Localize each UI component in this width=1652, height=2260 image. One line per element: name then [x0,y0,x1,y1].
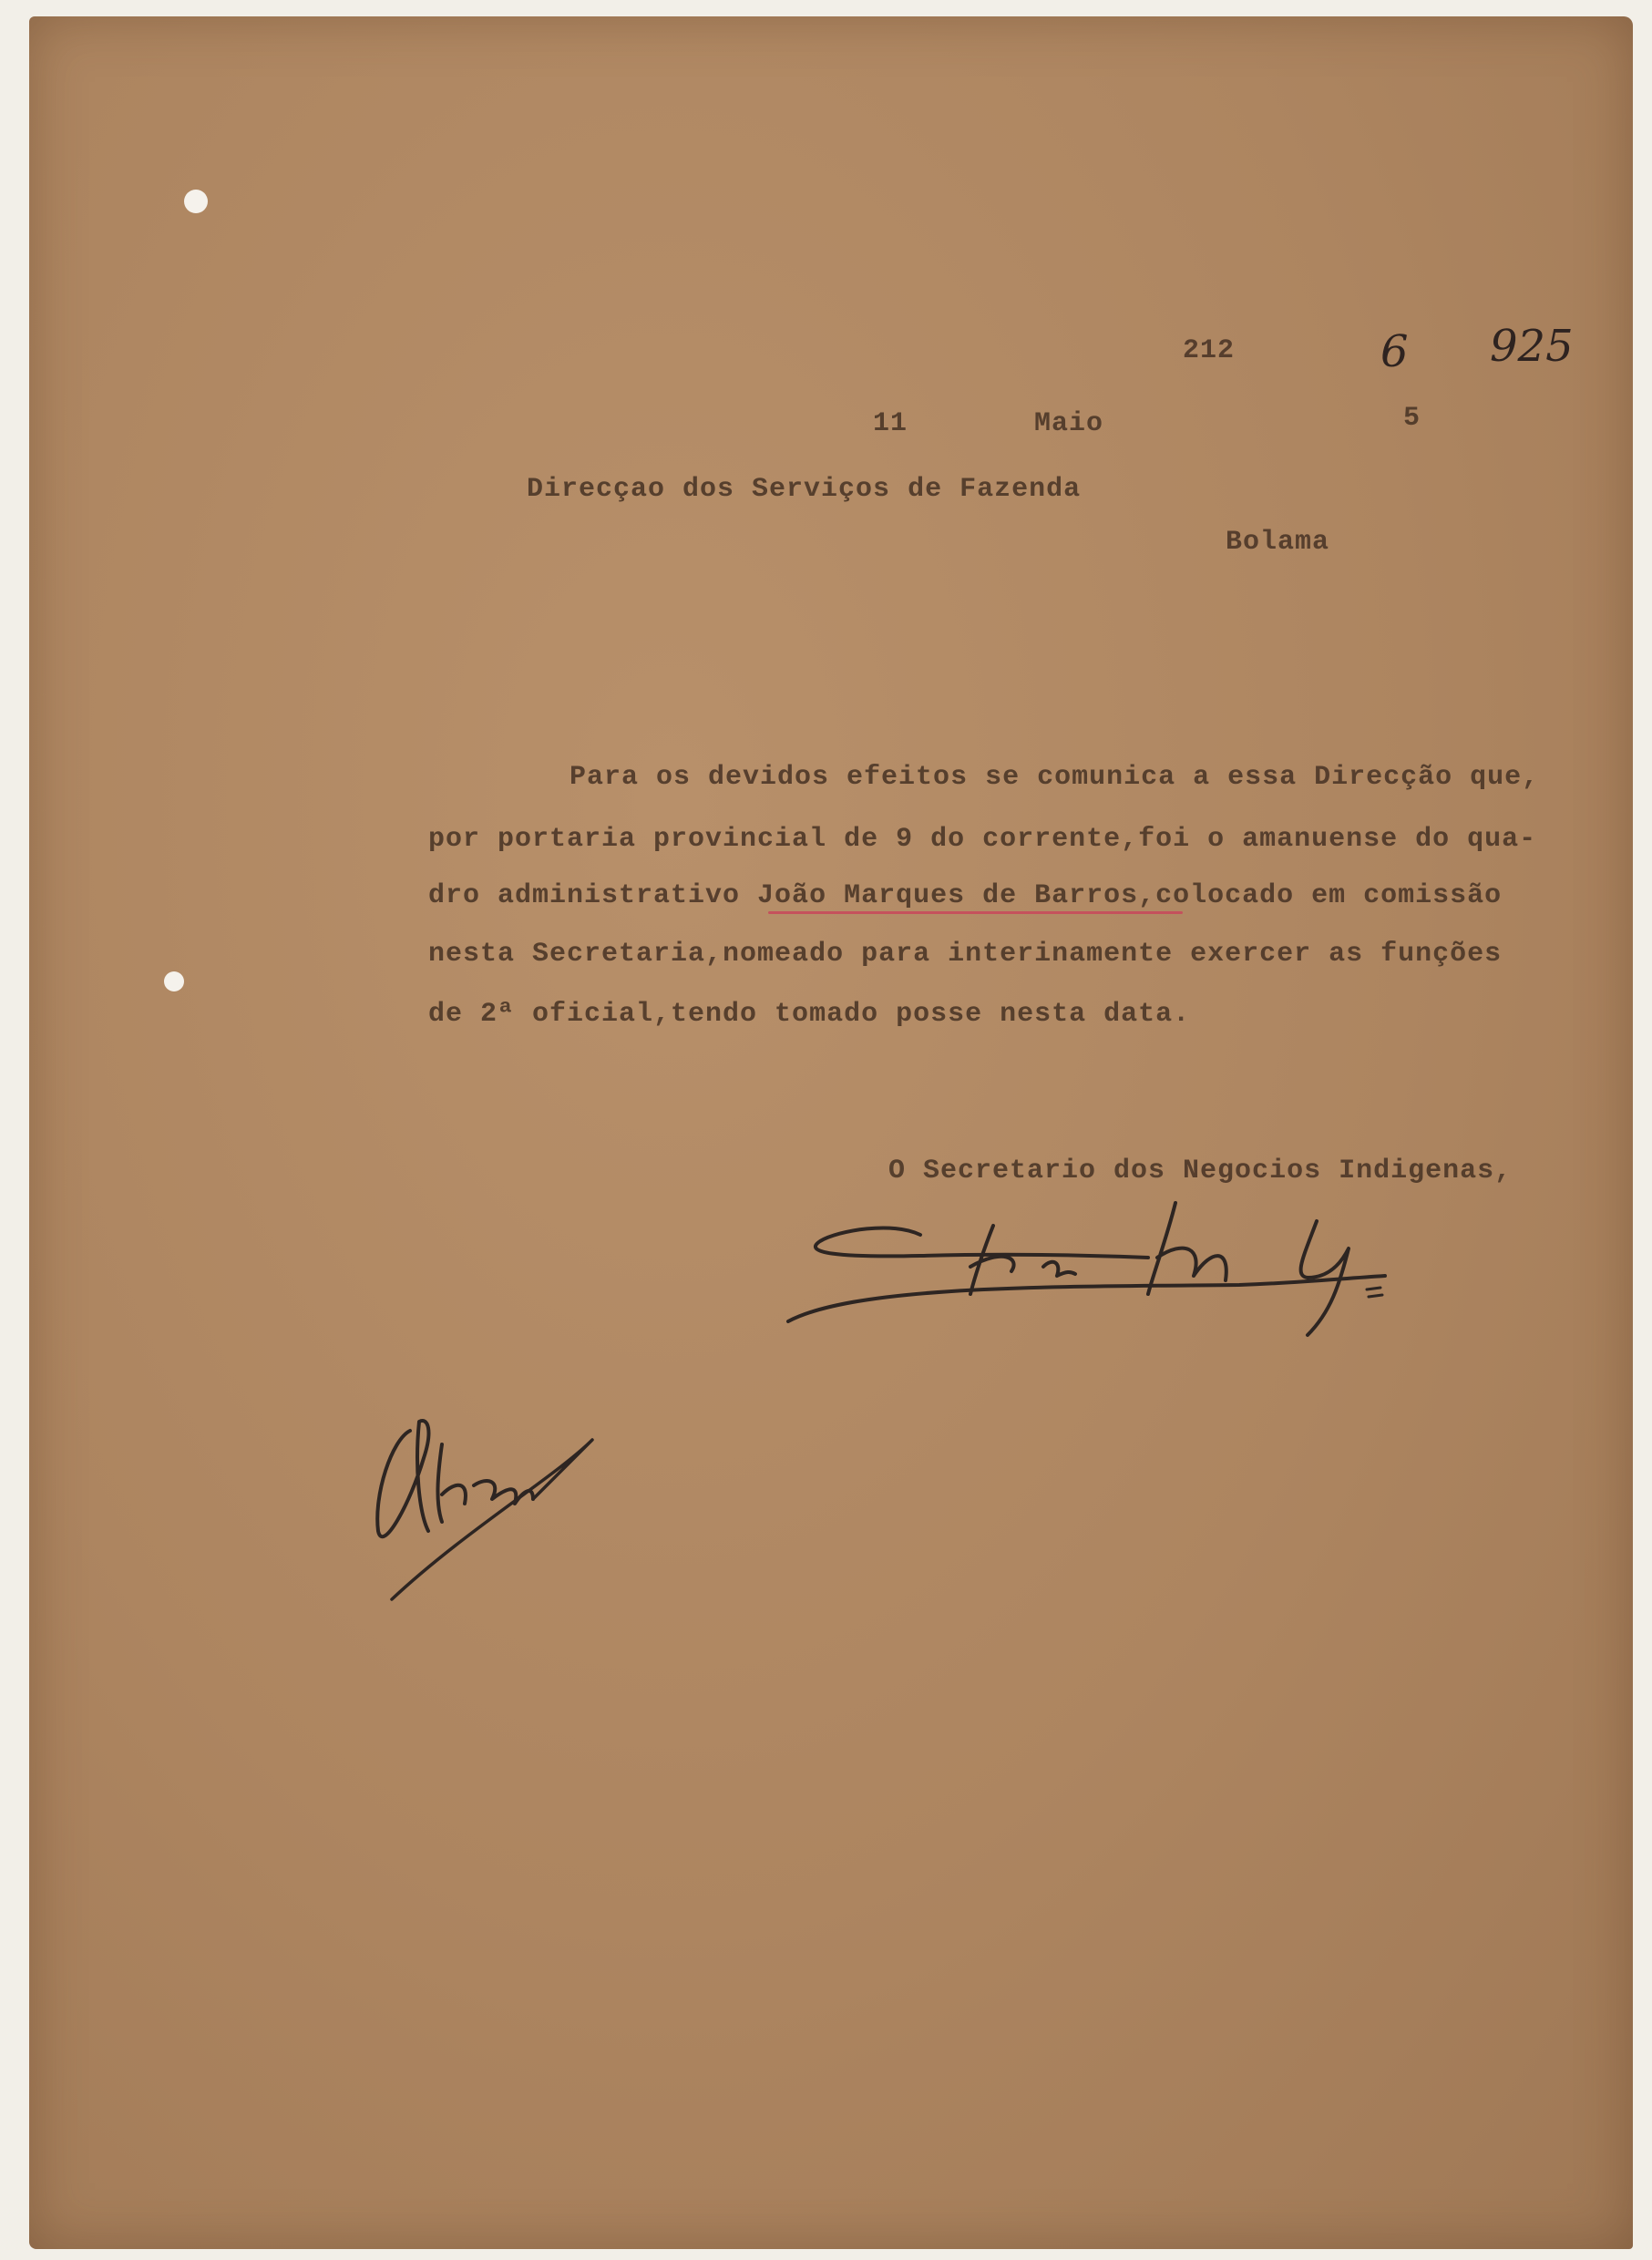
body-line: dro administrativo João Marques de Barros,colocado em comissão [428,880,1503,911]
red-underline [768,911,1183,914]
date-month: Maio [1034,408,1104,439]
addressee-name: Direcçao dos Serviços de Fazenda [527,474,1082,505]
addressee-place: Bolama [1226,527,1330,558]
punch-hole [184,190,208,213]
body-line: nesta Secretaria,nomeado para interinamente exercer as funções [428,939,1503,970]
date-year-digit: 5 [1403,403,1421,434]
body-line: Para os devidos efeitos se comunica a essa Direcção que, [569,762,1540,793]
handwritten-year: 925 [1490,321,1574,372]
body-line: por portaria provincial de 9 do corrente,foi o amanuense do qua- [428,824,1537,855]
date-day: 11 [873,408,908,439]
reference-number: 212 [1183,335,1236,366]
punch-hole [164,971,184,991]
signatory-title: O Secretario dos Negocios Indigenas, [888,1156,1513,1186]
body-line: de 2ª oficial,tendo tomado posse nesta data. [428,999,1191,1030]
handwritten-reference-number: 6 [1380,326,1409,377]
